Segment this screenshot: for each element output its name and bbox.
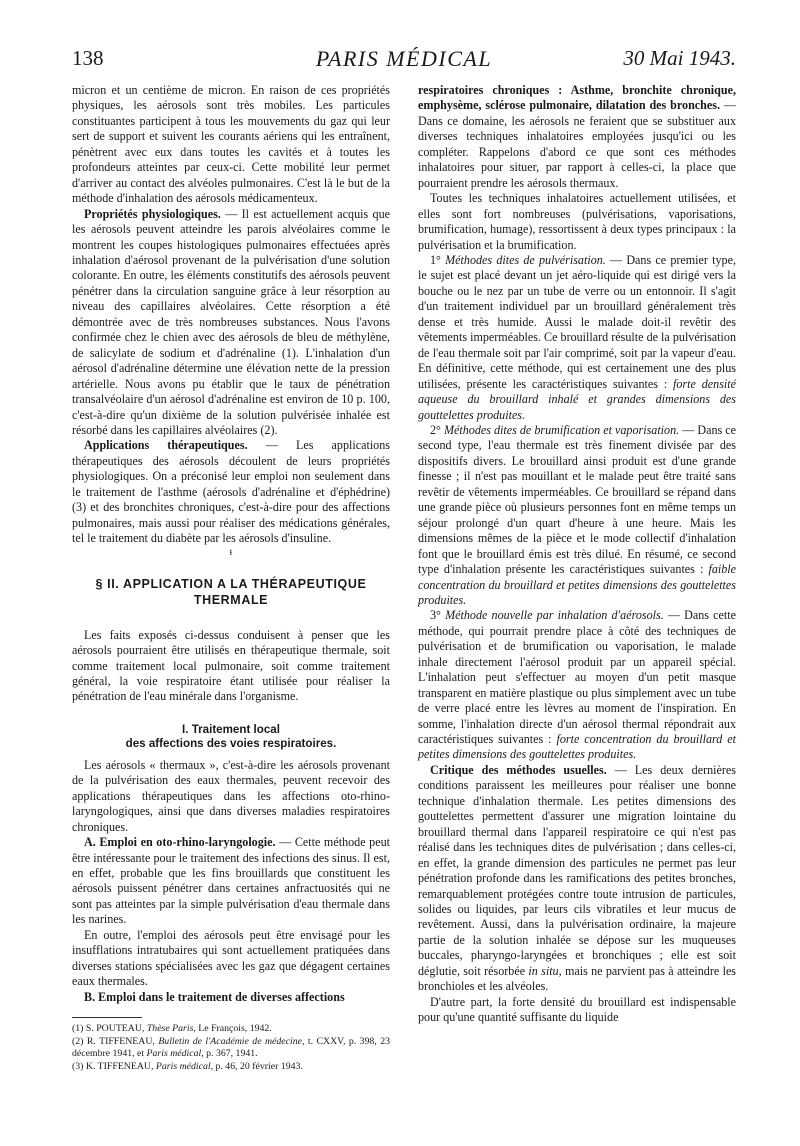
footnote-text: (3) K. TIFFENEAU, bbox=[72, 1060, 156, 1072]
run-in-heading: Applications thérapeutiques. bbox=[84, 438, 248, 453]
footnote-text: (1) S. POUTEAU, bbox=[72, 1023, 147, 1035]
characteristics-italic: faible concentration du brouillard et petites dimensions des gouttelettes produites. bbox=[418, 562, 736, 607]
paragraph-text: , mais ne parvient pas à atteindre les bronchioles et les alvéoles. bbox=[418, 963, 737, 994]
left-column bbox=[72, 83, 390, 1073]
footnote-1 bbox=[72, 1023, 390, 1036]
footnote-3 bbox=[72, 1061, 390, 1074]
issue-date: 30 Mai 1943. bbox=[623, 46, 736, 70]
paragraph-thermal-intro: Les faits exposés ci-dessus conduisent à penser que les aérosols pourraient être utilisés en thérapeutique thermale, soit comme traitement local pulmonaire, soit comme traitement général, la voie respiratoire étant utilisée pour réaliser la pénétration de l'eau minérale dans l'organisme. bbox=[72, 627, 390, 704]
subsection-heading-line: des affections des voies respiratoires. bbox=[125, 737, 337, 751]
paragraph-text: — Les deux dernières conditions paraissent les meilleures pour réaliser une bonne technique d'inhalation thermale. Les petites dimensions des gouttelettes permettent d'assurer une migration lointaine du brouillard thermal dans l'appareil respiratoire ce qui n'est pas réalisé dans les techniques dites de pulvérisation ; dans celles-ci, en effet, la grande dimension des particules ne permet pas leur pénétration profonde dans les ramifications des petites bronches, remarquablement protégées contre toute intrusion de particules, solides ou liquides, par leurs cils vibratiles et leur mucus de revêtement. Aussi, dans la pulvérisation ordinaire, la majeure partie de la solution inhalée se dépose sur les muqueuses buccales, pharyngo-laryngées et bronchiques ; elle est soit déglutie, soit résorbée bbox=[418, 762, 736, 978]
paragraph-text: — Dans ce domaine, les aérosols ne feraient que se substituer aux diverses techniques inhalatoires employées jusqu'ici ou les compléter. Rappelons d'abord ce que sont ces méthodes inhalatoires pour situer, par rapport à celles-ci, la place que pourraient prendre les aérosols thermaux. bbox=[418, 98, 736, 190]
paragraph-text: — Les applications thérapeutiques des aérosols découlent de leurs propriétés physiologiques. On a préconisé leur emploi non seulement dans le traitement de l'asthme (aérosols d'adrénaline et d'éphédrine) (3) et des bronchites chroniques, c'est-à-dire pour des affections pulmonaires, mais aussi pour réaliser des médications générales, tel le traitement du diabète par les aérosols d'insuline. bbox=[72, 438, 390, 546]
paragraph-text: — Dans ce premier type, le sujet est placé devant un jet aéro-liquide qui est dirigé vers la bouche ou le nez par un tube de verre ou un entonnoir. Il s'agit d'un traitement individuel par un brouillard généralement très dense et très humide. Aussi le malade doit-il revêtir des vêtements imperméables. Ce brouillard résulte de la pulvérisation de l'eau thermale soit par l'air comprimé, soit par la vapeur d'eau. En définitive, cette méthode, qui est certainement une des plus utilisées, présente les caractéristiques suivantes : bbox=[418, 252, 736, 391]
paragraph-brumification bbox=[418, 423, 736, 608]
running-header bbox=[72, 46, 736, 76]
method-title: Méthode nouvelle par inhalation d'aérosols. bbox=[445, 608, 664, 623]
footnote-text: , Le François, 1942. bbox=[193, 1023, 272, 1035]
footnote-italic: Thèse Paris bbox=[146, 1023, 194, 1035]
paragraph-thermal-aerosols: Les aérosols « thermaux », c'est-à-dire les aérosols provenant de la pulvérisation des eaux thermales, peuvent recevoir des applications thérapeutiques dans les affections oto-rhino-laryngologiques, ainsi que dans diverses maladies respiratoires chroniques. bbox=[72, 757, 390, 834]
paragraph-text: — Il est actuellement acquis que les aérosols peuvent atteindre les parois alvéolaires comme le montrent les coupes histologiques pulmonaires effectuées après inhalation d'aérosol provenant de la pulvérisation d'une solution colorante. En outre, les éléments constitutifs des aérosols peuvent pénétrer dans la circulation sanguine grâce à leur résorption au niveau des capillaires alvéolaires. Cette résorption a été démontrée avec de très nombreuses substances. Nous l'avons confirmée chez le chien avec des aérosols de bleu de méthylène, de salicylate de sodium et d'adrénaline (1). L'inhalation d'un aérosol d'adrénaline détermine une élévation nette de la pression artérielle. Nous avons pu établir que le taux de pénétration transalvéolaire d'un aérosol d'adrénaline est environ de 10 p. 100, c'est-à-dire qu'un dixième de la solution pulvérisée inhalée est résorbé dans les capillaires alvéolaires (2). bbox=[72, 206, 390, 437]
latin-italic: in situ bbox=[528, 963, 559, 978]
run-in-heading: Propriétés physiologiques. bbox=[84, 206, 221, 221]
run-in-heading: Critique des méthodes usuelles. bbox=[430, 762, 607, 777]
paragraph-text: — Dans ce second type, l'eau thermale est très finement divisée par des dispositifs divers. Le brouillard ainsi produit est d'une grande finesse ; il n'est pas mouillant et le malade peut être traité sans revêtir de vêtements imperméables. Ce brouillard se répand dans une grande pièce où plusieurs personnes font en même temps un séjour prolongé d'un quart d'heure à une heure. Mais les dimensions mêmes de la pièce et le mode collectif d'inhalation font que le brouillard émis est très dilué. En résumé, ce second type d'inhalation présente les caractéristiques suivantes : bbox=[418, 422, 736, 577]
paragraph-text: — Cette méthode peut être intéressante pour le traitement des infections des sinus. Il est, en effet, probable que les fins brouillards que constituent les aérosols puissent pénétrer dans certaines anfractuosités qui ne sont pas atteintes par la simple pulvérisation d'eau thermale dans les narines. bbox=[72, 835, 390, 927]
paragraph-various-affections bbox=[72, 990, 390, 1005]
run-in-heading: B. Emploi dans le traitement de diverses affections bbox=[84, 989, 345, 1004]
characteristics-italic: forte densité aqueuse du brouillard inhalé et grandes dimensions des gouttelettes produites. bbox=[418, 376, 736, 422]
list-number: 1° bbox=[430, 252, 446, 267]
section-heading: § II. APPLICATION A LA THÉRAPEUTIQUE THERMALE bbox=[95, 576, 367, 607]
print-mark: ŧ bbox=[229, 546, 233, 557]
footnote-rule bbox=[72, 1017, 142, 1018]
paragraph-text: — Dans cette méthode, qui pourrait prendre place à côté des techniques de pulvérisation et de brumification ou vaporisation, le malade inhale directement l'aérosol produit par un appareil spécial. L'inhalation peut s'effectuer au moyen d'un petit masque transparent en matière plastique ou plus simplement avec un tube de verre placé entre les lèvres au moment de l'inspiration. En somme, l'inhalation directe d'un aérosol thermal répondrait aux caractéristiques suivantes : bbox=[418, 608, 736, 747]
subsection-heading-line: I. Traitement local bbox=[182, 722, 280, 736]
footnote-2 bbox=[72, 1036, 390, 1061]
paragraph-aerosol-inhalation bbox=[418, 608, 736, 763]
paragraph-density: D'autre part, la forte densité du brouillard est indispensable pour qu'une quantité suffisante du liquide bbox=[418, 994, 736, 1025]
paragraph-pulverisation bbox=[418, 253, 736, 423]
page-number: 138 bbox=[72, 46, 104, 70]
footnote-text: , p. 46, 20 février 1943. bbox=[210, 1060, 303, 1072]
paragraph-physiological-properties bbox=[72, 207, 390, 439]
paragraph-aerosol-mobility: micron et un centième de micron. En raison de ces propriétés physiques, les aérosols sont très mobiles. Les particules constituantes participent à tous les mouvements du gaz qui leur sert de support et suivent les courants aériens qui les entraînent, pénètrent avec eux dans toutes les cavités et à toutes les profondeurs atteintes par ceux-ci. Cette mobilité leur permet d'arriver au contact des alvéoles pulmonaires. C'est là le but de la méthode d'inhalation des aérosols médicamenteux. bbox=[72, 83, 390, 206]
method-title: Méthodes dites de pulvérisation. bbox=[445, 252, 606, 267]
footnote-text: , t. CXXV, p. 398, 23 décembre 1941, et bbox=[72, 1035, 390, 1060]
footnote-text: (2) R. TIFFENEAU, bbox=[72, 1035, 159, 1047]
method-title: Méthodes dites de brumification et vaporisation. bbox=[443, 422, 680, 437]
footnote-text: , p. 367, 1941. bbox=[201, 1048, 258, 1060]
run-in-heading: A. Emploi en oto-rhino-laryngologie. bbox=[84, 835, 276, 850]
footnote-italic: Paris médical bbox=[155, 1060, 211, 1072]
list-number: 2° bbox=[430, 422, 444, 437]
run-in-heading: respiratoires chroniques : Asthme, bronchite chronique, emphysème, sclérose pulmonaire, dilatation des bronches. bbox=[418, 83, 736, 113]
footnote-italic: Bulletin de l'Académie de médecine bbox=[158, 1035, 302, 1047]
subsection-heading bbox=[72, 723, 390, 752]
paragraph-critique bbox=[418, 763, 736, 995]
paragraph-inhalation-techniques: Toutes les techniques inhalatoires actuellement utilisées, et elles sont fort nombreuses (pulvérisations, vaporisations, brumification, humage), ressortissent à deux types principaux : la pulvérisation et la brumification. bbox=[418, 191, 736, 252]
paragraph-insufflations: En outre, l'emploi des aérosols peut être envisagé pour les insufflations intratubaires qui sont actuellement pratiquées dans diverses stations spécialisées avec les gaz que dégagent certaines eaux thermales. bbox=[72, 927, 390, 989]
footnote-italic: Paris médical bbox=[146, 1048, 202, 1060]
journal-title: PARIS MÉDICAL bbox=[315, 46, 493, 71]
right-column bbox=[418, 83, 736, 1026]
paragraph-therapeutic-applications bbox=[72, 438, 390, 546]
characteristics-italic: forte concentration du brouillard et petites dimensions des gouttelettes produites. bbox=[418, 732, 736, 762]
paragraph-ent-use bbox=[72, 835, 390, 928]
list-number: 3° bbox=[430, 608, 446, 623]
paragraph-chronic-respiratory bbox=[418, 83, 736, 191]
